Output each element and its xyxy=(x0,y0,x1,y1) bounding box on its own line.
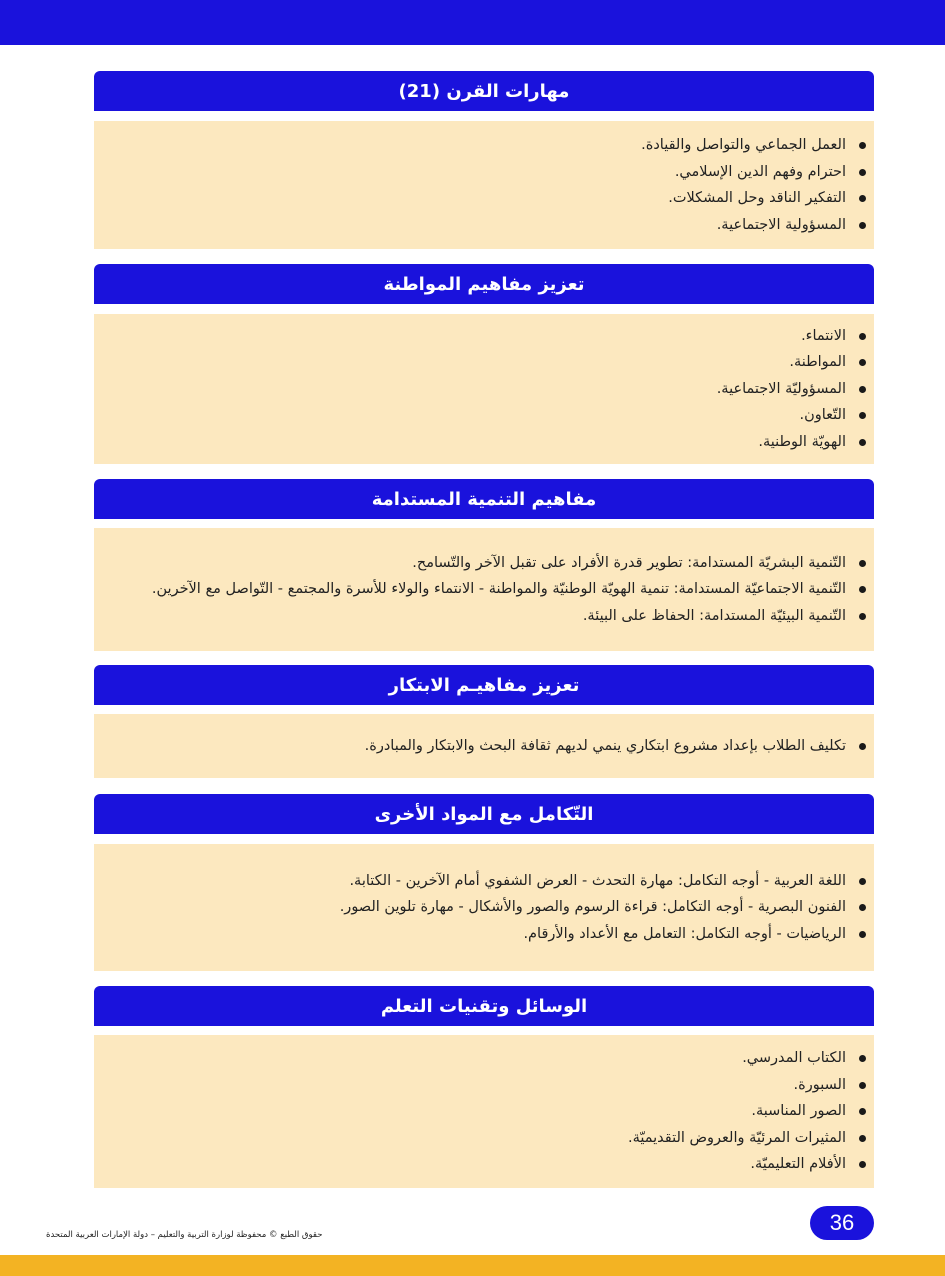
bullet-list xyxy=(106,733,846,760)
section-header-citizenship xyxy=(94,264,874,304)
list-item xyxy=(106,1045,846,1072)
list-item-text: الأفلام التعليميّة. xyxy=(750,1156,846,1173)
section-body-citizenship xyxy=(94,314,874,464)
list-item xyxy=(106,894,846,921)
list-item-text: التّنمية البيئيّة المستدامة: الحفاظ على البيئة. xyxy=(582,607,846,624)
bullet-icon xyxy=(859,743,866,750)
list-item-text: التّعاون. xyxy=(799,407,846,424)
bullet-icon xyxy=(859,931,866,938)
list-item xyxy=(106,376,846,403)
list-item-text: المسؤولية الاجتماعية. xyxy=(716,216,846,233)
bullet-icon xyxy=(859,878,866,885)
list-item xyxy=(106,1125,846,1152)
bottom-band xyxy=(0,1255,945,1276)
bullet-list xyxy=(106,323,846,456)
bullet-list xyxy=(106,868,846,948)
section-header-21st-century-skills xyxy=(94,71,874,111)
section-body-innovation xyxy=(94,714,874,778)
bullet-icon xyxy=(859,359,866,366)
bullet-icon xyxy=(859,1161,866,1168)
top-band xyxy=(0,0,945,45)
list-item-text: الانتماء. xyxy=(801,327,846,344)
section-body-21st-century-skills xyxy=(94,121,874,249)
bullet-icon xyxy=(859,439,866,446)
bullet-list xyxy=(106,550,846,630)
list-item-text: المثيرات المرئيّة والعروض التقديميّة. xyxy=(627,1129,846,1146)
bullet-list xyxy=(106,1045,846,1178)
list-item xyxy=(106,603,846,630)
list-item xyxy=(106,402,846,429)
bullet-icon xyxy=(859,412,866,419)
section-header-integration xyxy=(94,794,874,834)
section-header-learning-tools xyxy=(94,986,874,1026)
list-item-text: التفكير الناقد وحل المشكلات. xyxy=(668,190,846,206)
bullet-icon xyxy=(859,195,866,202)
list-item-text: الرياضيات - أوجه التكامل: التعامل مع الأعداد والأرقام. xyxy=(523,925,846,942)
list-item xyxy=(106,159,846,186)
section-title: تعزيز مفاهيـم الابتكار xyxy=(388,674,580,696)
page-number: 36 xyxy=(829,1210,855,1235)
list-item-text: الفنون البصرية - أوجه التكامل: قراءة الرسوم والصور والأشكال - مهارة تلوين الصور. xyxy=(339,899,846,916)
list-item xyxy=(106,1151,846,1178)
bullet-icon xyxy=(859,1135,866,1142)
bullet-icon xyxy=(859,386,866,393)
bullet-icon xyxy=(859,1055,866,1062)
list-item-text: التّنمية البشريّة المستدامة: تطوير قدرة الأفراد على تقبل الآخر والتّسامح. xyxy=(412,554,846,571)
section-body-sustainable-development xyxy=(94,528,874,651)
list-item xyxy=(106,323,846,350)
list-item-text: المسؤوليّة الاجتماعية. xyxy=(716,380,846,397)
list-item-text: السبورة. xyxy=(793,1076,846,1093)
bullet-icon xyxy=(859,169,866,176)
section-header-sustainable-development xyxy=(94,479,874,519)
bullet-icon xyxy=(859,142,866,149)
section-title: التّكامل مع المواد الأخرى xyxy=(374,803,594,825)
list-item-text: اللغة العربية - أوجه التكامل: مهارة التحدث - العرض الشفوي أمام الآخرين - الكتابة. xyxy=(349,872,846,889)
list-item xyxy=(106,132,846,159)
list-item xyxy=(106,733,846,760)
bullet-icon xyxy=(859,333,866,340)
section-title: مفاهيم التنمية المستدامة xyxy=(371,488,597,510)
list-item-text: الصور المناسبة. xyxy=(751,1103,846,1120)
section-header-innovation xyxy=(94,665,874,705)
list-item xyxy=(106,185,846,212)
bullet-icon xyxy=(859,586,866,593)
page-number-badge xyxy=(810,1206,874,1240)
list-item xyxy=(106,921,846,948)
section-title: مهارات القرن (21) xyxy=(398,80,570,102)
list-item xyxy=(106,1098,846,1125)
list-item xyxy=(106,429,846,456)
section-title: الوسائل وتقنيات التعلم xyxy=(380,995,588,1017)
list-item-text: تكليف الطلاب بإعداد مشروع ابتكاري ينمي لديهم ثقافة البحث والابتكار والمبادرة. xyxy=(364,737,846,754)
list-item-text: احترام وفهم الدين الإسلامي. xyxy=(674,163,846,180)
bullet-icon xyxy=(859,904,866,911)
list-item xyxy=(106,1072,846,1099)
list-item xyxy=(106,212,846,239)
bullet-icon xyxy=(859,613,866,620)
list-item xyxy=(106,349,846,376)
section-body-learning-tools xyxy=(94,1035,874,1188)
list-item-text: الكتاب المدرسي. xyxy=(742,1050,846,1067)
copyright-notice: حقوق الطبع © محفوظة لوزارة التربية والتعليم – دولة الإمارات العربية المتحدة xyxy=(46,1230,323,1240)
bullet-icon xyxy=(859,1108,866,1115)
list-item xyxy=(106,550,846,577)
list-item-text: العمل الجماعي والتواصل والقيادة. xyxy=(641,137,846,153)
bullet-icon xyxy=(859,222,866,229)
list-item-text: الهويّة الوطنية. xyxy=(758,433,846,450)
list-item-text: التّنمية الاجتماعيّة المستدامة: تنمية الهويّة الوطنيّة والمواطنة - الانتماء والولاء للأسرة والمجتمع - التّواصل مع الآخرين. xyxy=(151,581,846,598)
bullet-icon xyxy=(859,1082,866,1089)
section-title: تعزيز مفاهيم المواطنة xyxy=(383,273,585,295)
section-body-integration xyxy=(94,844,874,971)
bullet-list xyxy=(106,132,846,238)
bullet-icon xyxy=(859,560,866,567)
list-item xyxy=(106,576,846,603)
list-item xyxy=(106,868,846,895)
list-item-text: المواطنة. xyxy=(789,354,846,371)
